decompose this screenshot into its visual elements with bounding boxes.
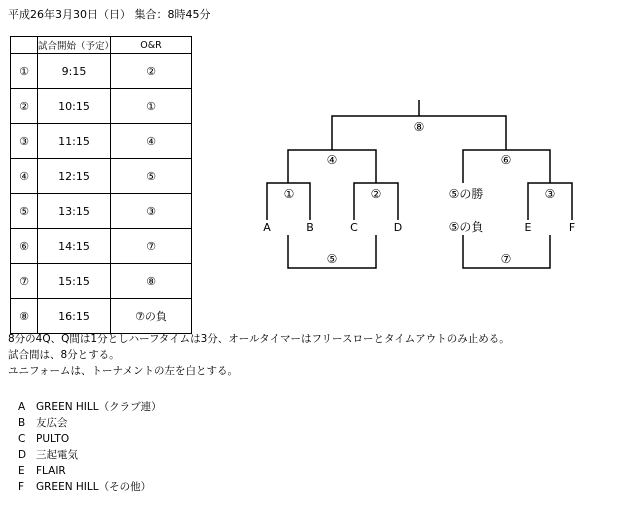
match-time: 10:15 [38, 89, 111, 124]
match-number: ④ [11, 159, 38, 194]
match-label-4: ④ [326, 153, 338, 167]
match-officials: ⑦の負 [111, 299, 192, 334]
match-label-5: ⑤ [326, 252, 338, 266]
team-slot-c: C [350, 221, 358, 234]
team-code: A [18, 401, 26, 413]
team-slot-b: B [306, 221, 314, 234]
note-line: ユニフォームは、トーナメントの左を白とする。 [8, 365, 239, 377]
match-label-2: ② [370, 187, 382, 201]
header-officials: O&R [111, 37, 192, 54]
match-time: 16:15 [38, 299, 111, 334]
match-number: ⑥ [11, 229, 38, 264]
team-slot-e: E [524, 221, 532, 234]
match-officials: ② [111, 54, 192, 89]
match-time: 9:15 [38, 54, 111, 89]
team-slot-f: F [568, 221, 576, 234]
match-time: 15:15 [38, 264, 111, 299]
team-slot-a: A [263, 221, 271, 234]
match-label-8: ⑧ [413, 120, 425, 134]
match-time: 12:15 [38, 159, 111, 194]
match-time: 14:15 [38, 229, 111, 264]
match-label-3: ③ [544, 187, 556, 201]
team-name: GREEN HILL（クラブ連） [36, 401, 162, 413]
list-item [18, 431, 162, 447]
match-officials: ① [111, 89, 192, 124]
list-item [18, 399, 162, 415]
match-number: ⑧ [11, 299, 38, 334]
winner-of-match5: ⑤の勝 [448, 187, 484, 201]
match-officials: ⑧ [111, 264, 192, 299]
match-label-6: ⑥ [500, 153, 512, 167]
list-item [18, 463, 162, 479]
match-label-1: ① [283, 187, 295, 201]
team-name: 友広会 [36, 417, 68, 429]
team-name: 三起電気 [36, 449, 78, 461]
list-item [18, 415, 162, 431]
rules-notes [8, 331, 510, 379]
match-officials: ④ [111, 124, 192, 159]
match-number: ② [11, 89, 38, 124]
header-start-time: 試合開始（予定） [38, 37, 111, 54]
match-number: ⑦ [11, 264, 38, 299]
match-label-7: ⑦ [500, 252, 512, 266]
team-name: GREEN HILL（その他） [36, 481, 152, 493]
team-name: FLAIR [36, 465, 66, 477]
team-list [18, 399, 162, 495]
team-code: F [18, 481, 25, 493]
match-number: ③ [11, 124, 38, 159]
match-number: ⑤ [11, 194, 38, 229]
date-and-assembly-time: 平成26年3月30日（日） 集合：8時45分 [8, 8, 211, 21]
team-code: E [18, 465, 25, 477]
list-item [18, 479, 162, 495]
match-time: 11:15 [38, 124, 111, 159]
note-line: 8分の4Q、Q間は1分としハーフタイムは3分、オールタイマーはフリースローとタイムアウトのみ止める。 [8, 333, 510, 345]
match-number: ① [11, 54, 38, 89]
team-slot-d: D [393, 221, 403, 234]
loser-of-match5: ⑤の負 [448, 220, 484, 234]
team-code: C [18, 433, 26, 445]
match-officials: ⑦ [111, 229, 192, 264]
team-name: PULTO [36, 433, 70, 445]
list-item [18, 447, 162, 463]
note-line: 試合間は、8分とする。 [8, 349, 120, 361]
team-code: B [18, 417, 26, 429]
match-time: 13:15 [38, 194, 111, 229]
team-code: D [18, 449, 27, 461]
match-officials: ③ [111, 194, 192, 229]
match-officials: ⑤ [111, 159, 192, 194]
